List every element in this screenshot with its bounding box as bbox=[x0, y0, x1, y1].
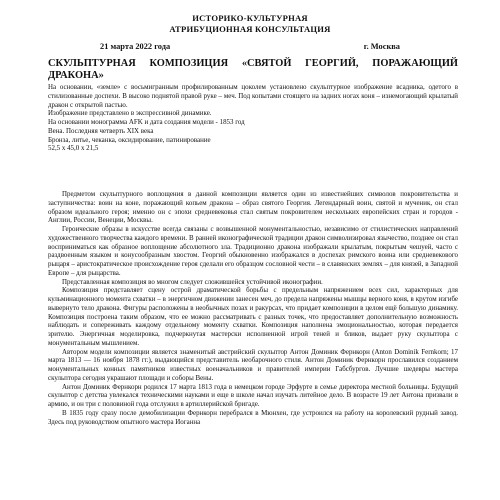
header-line-2: АТРИБУЦИОННАЯ КОНСУЛЬТАЦИЯ bbox=[169, 24, 331, 34]
body-paragraph-6: Антон Доминик Фернкорн родился 17 марта 1813 года в немецком городе Эрфурте в семье директора местной больницы. Будущий скульптор с детства увлекался техническими науками и еще в школе начал изучать литейное дело. В возрасте 19 лет Антона призвали в армию, и он три с половиной года отслужил в артиллерийской бригаде. bbox=[48, 382, 458, 408]
body-paragraph-3: Представленная композиция во многом следует сложившейся устойчивой иконографии. bbox=[62, 277, 323, 286]
dynamics-line: Изображение представлено в экспрессивной динамике. bbox=[48, 109, 212, 118]
body-paragraph-4: Композиция представляет сцену острой драматической борьбы с предельным напряжением всех сил, характерных для кульминационного момента схватки – в энергичном движении занесен меч, до предела напряжены мышцы верного коня, в крутом изгибе вывернуто тело дракона. Фигуры расположены в необычных позах и ракурсах, что придает композиции в целом ещё большую динамику. Композиция построена таким образом, что ее можно рассматривать с разных точек, что предоставляет дополнительную возможность наблюдать и сопереживать каждому отдельному моменту схватки. Композиция наполнена эмоциональностью, которая передается зрителю. Энергичная моделировка, подчеркнутая мастерски исполненной игрой теней и бликов, выдает руку скульптора с монументальным мышлением. bbox=[48, 286, 458, 347]
body-paragraph-5: Автором модели композиции является знаменитый австрийский скульптор Антон Доминик Фернкорн (Anton Dominik Fernkorn; 17 марта 1813 — 16 ноября 1878 гг.), выдающийся представитель необарочного стиля. Антон Доминик Фернкорн прославился созданием монументальных конных памятников известных военачальников и правителей империи Габсбургов. Лучшие шедевры мастера скульптора сегодня украшают площади и соборы Вены. bbox=[48, 347, 458, 382]
dateline bbox=[100, 42, 400, 51]
body-paragraph-1: Предметом скульптурного воплощения в данной композиции является один из известнейших символов покровительства и заступничества: воин на коне, поражающий копьем дракона – образ святого Георгия. Легендарный воин, святой и мученик, он стал образом идеального героя; именно он с эпохи средневековья стал святым покровителем нескольких европейских стран и городов - Англии, России, Венеции, Москвы. bbox=[48, 190, 458, 225]
document-date: 21 марта 2022 года bbox=[100, 42, 171, 51]
size-line: 52,5 x 45,0 x 21,5 bbox=[48, 144, 99, 153]
body-paragraph-2: Героические образы в искусстве всегда связаны с возвышенной монументальностью, независимо от стилистических направлений художественного творчества каждого времени. В ранней иконографической традиции дракон символизировал язычество, позднее он стал восприниматься как образное воплощение абсолютного зла. Традиционно дракона изображали крылатым, покрытым чешуей, часто с раздвоенным языком и конусообразным хвостом. Георгий обыкновенно изображался в доспехах римского воина или средневекового рыцаря – аристократическое происхождение героя сделали его образцом сословной чести – в славянских землях – для князей, в Западной Европе – для рыцарства. bbox=[48, 225, 458, 277]
period-line: Вена. Последняя четверть XIX века bbox=[48, 126, 154, 135]
title-line-1: СКУЛЬПТУРНАЯ КОМПОЗИЦИЯ «СВЯТОЙ ГЕОРГИЙ, ПОРАЖАЮЩИЙ bbox=[48, 58, 458, 69]
title-line-2: ДРАКОНА» bbox=[48, 70, 104, 81]
monogram-line: На основании монограмма AFK и дата создания модели - 1853 год bbox=[48, 118, 245, 126]
header-line-1: ИСТОРИКО-КУЛЬТУРНАЯ bbox=[192, 13, 308, 23]
materials-line: Бронза, литье, чеканка, оксидирование, патинирование bbox=[48, 135, 211, 144]
description-paragraph: На основании, «земле» с восьмигранным профилированным цоколем установлено скульптурное изображение всадника, одетого в стилизованные доспехи. В высоко поднятой правой руке – меч. Под копытами стоящего на задних ногах коня – изнемогающий крылатый дракон с открытой пастью. bbox=[48, 83, 458, 109]
body-paragraph-7: В 1835 году сразу после демобилизации Фернкорн перебрался в Мюнхен, где устроился на работу на королевский рудный завод. Здесь под руководством опытного мастера Иоганна bbox=[48, 408, 458, 426]
object-description bbox=[48, 83, 458, 153]
main-text bbox=[48, 190, 458, 426]
document-city: г. Москва bbox=[363, 42, 400, 51]
